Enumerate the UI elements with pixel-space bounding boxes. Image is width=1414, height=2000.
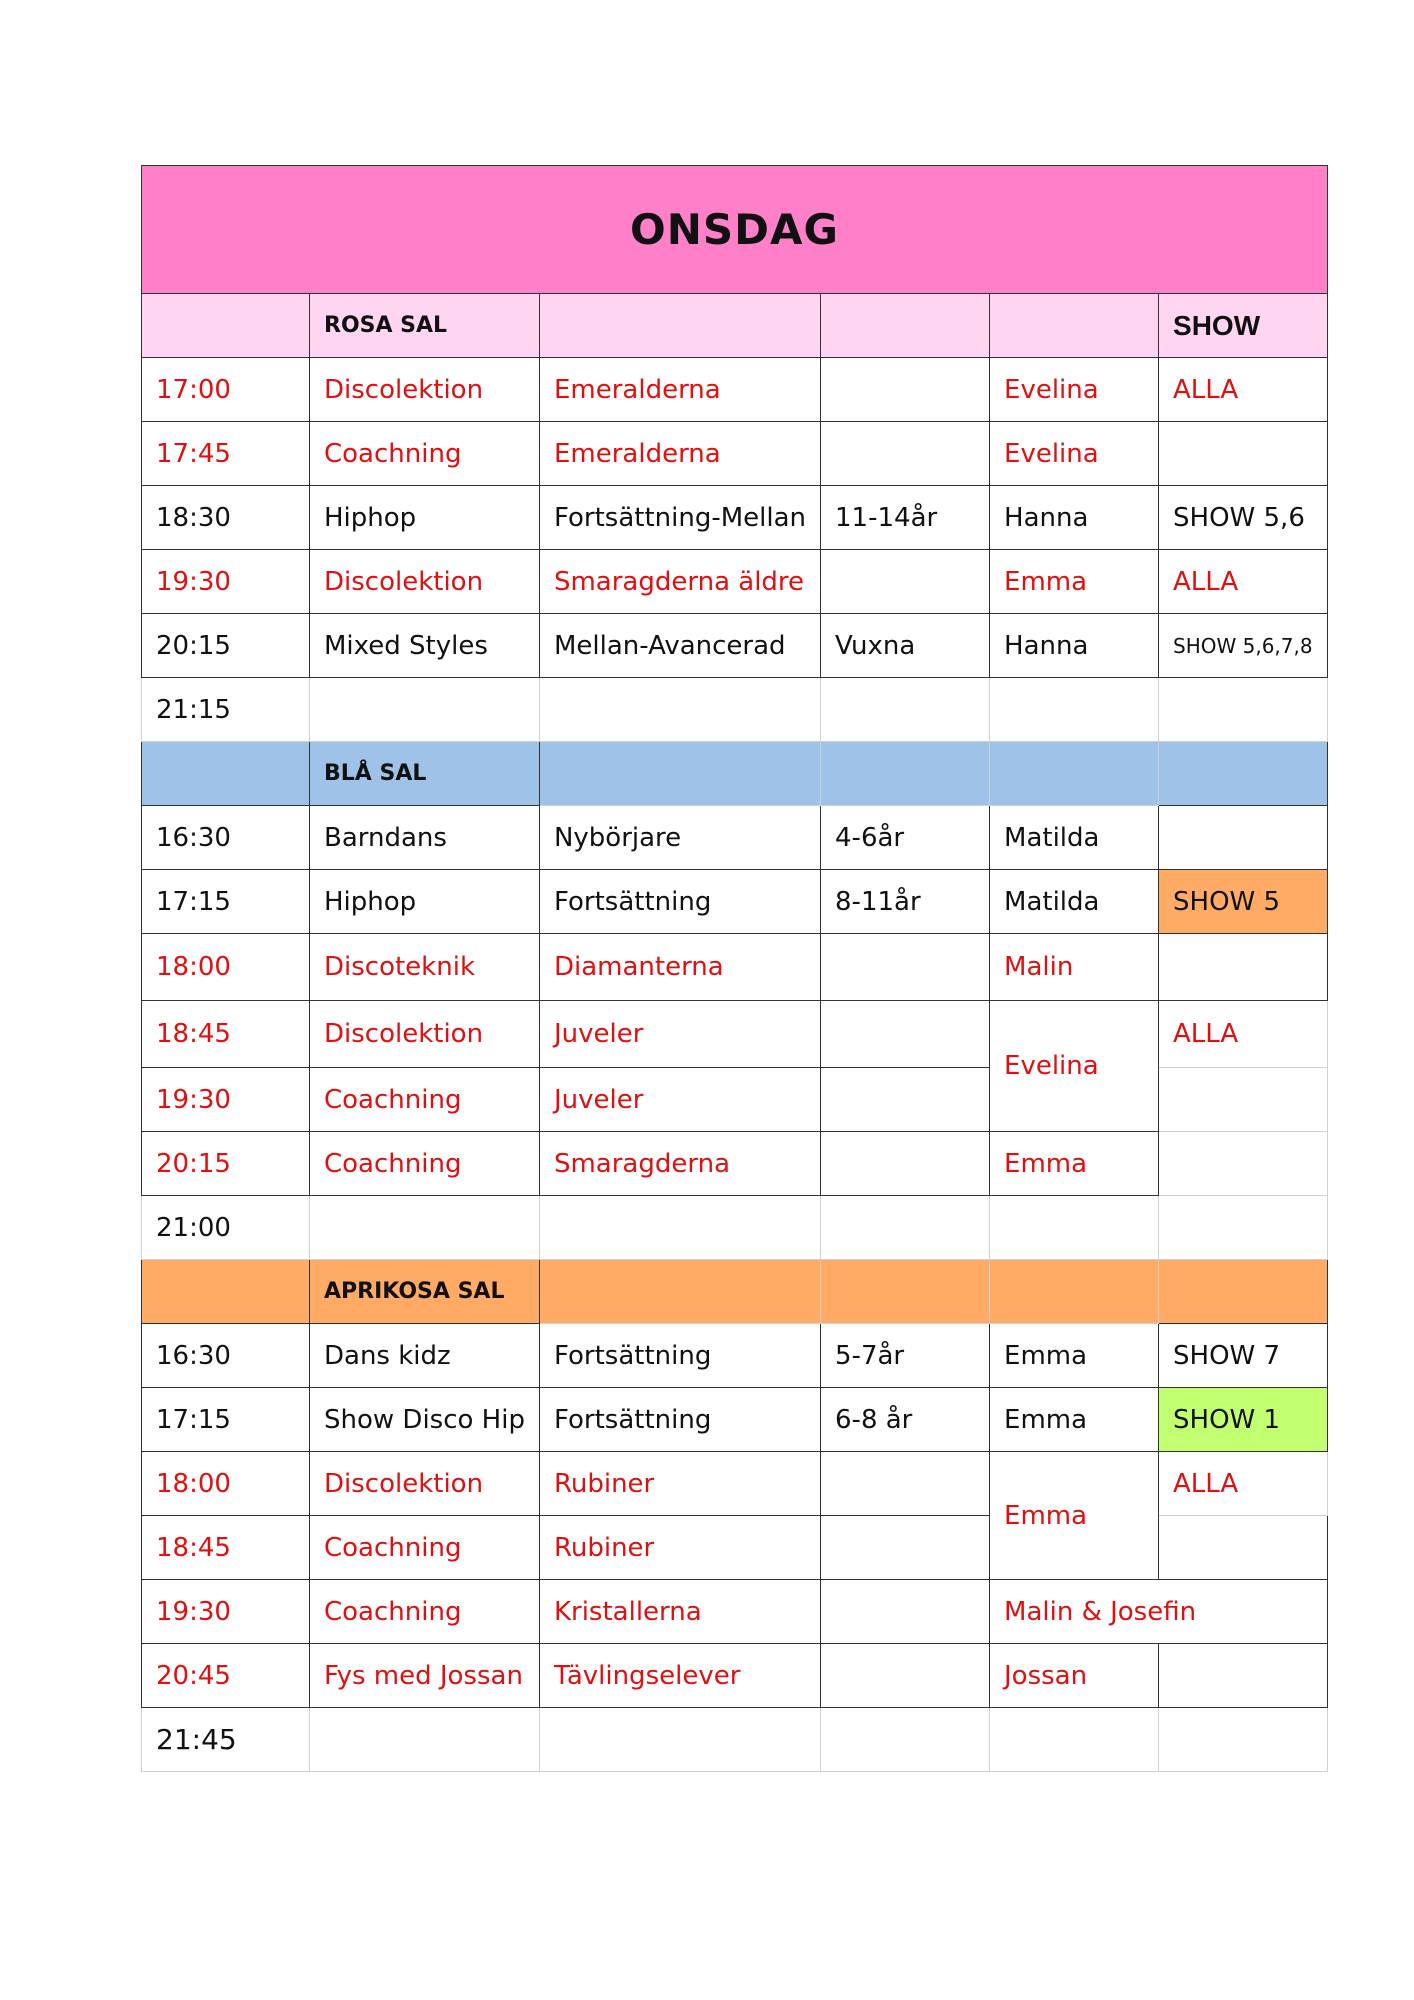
table-row-end [142,1708,1328,1772]
teacher-cell: Evelina [990,422,1159,486]
activity-cell: Hiphop [310,486,540,550]
time-cell: 17:45 [142,422,310,486]
age-cell [821,358,990,422]
activity-cell: Coachning [310,1132,540,1196]
group-cell: Diamanterna [539,934,820,1001]
teacher-cell: Evelina [990,358,1159,422]
group-cell: Fortsättning [539,870,820,934]
show-column-header: SHOW [1159,294,1328,358]
group-cell: Emeralderna [539,358,820,422]
activity-cell: Fys med Jossan [310,1644,540,1708]
teacher-cell: Emma [990,1388,1159,1452]
activity-cell: Coachning [310,422,540,486]
group-cell: Mellan-Avancerad [539,614,820,678]
activity-cell: Show Disco Hip [310,1388,540,1452]
group-cell: Fortsättning [539,1388,820,1452]
age-cell: 4-6år [821,806,990,870]
age-cell [821,1001,990,1068]
show-cell [1159,1644,1328,1708]
group-cell: Nybörjare [539,806,820,870]
time-cell: 20:45 [142,1644,310,1708]
table-row [142,422,1328,486]
table-row [142,934,1328,1001]
table-row [142,550,1328,614]
group-cell: Rubiner [539,1516,820,1580]
end-time-cell: 21:00 [142,1196,310,1260]
time-cell: 20:15 [142,614,310,678]
group-cell: Emeralderna [539,422,820,486]
age-cell: 8-11år [821,870,990,934]
time-cell: 17:15 [142,870,310,934]
teacher-cell: Hanna [990,614,1159,678]
group-cell: Fortsättning-Mellan [539,486,820,550]
show-cell [1159,934,1328,1001]
activity-cell: Discolektion [310,550,540,614]
group-cell: Juveler [539,1068,820,1132]
activity-cell: Discolektion [310,358,540,422]
table-row [142,358,1328,422]
time-cell: 18:45 [142,1516,310,1580]
time-cell: 16:30 [142,806,310,870]
table-row-end [142,678,1328,742]
table-row [142,1452,1328,1516]
group-cell: Smaragderna [539,1132,820,1196]
section-header-rosa [142,294,1328,358]
time-cell: 18:00 [142,934,310,1001]
time-cell: 19:30 [142,1580,310,1644]
show-cell: ALLA [1159,358,1328,422]
show-cell: SHOW 5,6 [1159,486,1328,550]
group-cell: Rubiner [539,1452,820,1516]
age-cell [821,550,990,614]
time-cell: 19:30 [142,1068,310,1132]
show-cell: SHOW 1 [1159,1388,1328,1452]
show-cell: SHOW 5 [1159,870,1328,934]
show-cell: ALLA [1159,1001,1328,1068]
show-cell [1159,806,1328,870]
time-cell: 18:30 [142,486,310,550]
teacher-cell: Emma [990,1452,1159,1580]
show-cell [1159,1068,1328,1132]
show-cell: ALLA [1159,550,1328,614]
show-cell: SHOW 5,6,7,8 [1159,614,1328,678]
activity-cell: Coachning [310,1516,540,1580]
age-cell [821,934,990,1001]
activity-cell: Barndans [310,806,540,870]
time-cell: 16:30 [142,1324,310,1388]
show-cell: ALLA [1159,1452,1328,1516]
section-title: ROSA SAL [310,294,540,358]
section-title: BLÅ SAL [310,742,540,806]
table-row [142,486,1328,550]
table-row [142,1644,1328,1708]
table-row [142,1324,1328,1388]
activity-cell: Discolektion [310,1452,540,1516]
teacher-cell: Emma [990,1132,1159,1196]
age-cell: 6-8 år [821,1388,990,1452]
table-row [142,614,1328,678]
teacher-cell: Matilda [990,870,1159,934]
time-cell: 20:15 [142,1132,310,1196]
group-cell: Kristallerna [539,1580,820,1644]
age-cell [821,1132,990,1196]
activity-cell: Mixed Styles [310,614,540,678]
activity-cell: Dans kidz [310,1324,540,1388]
age-cell: Vuxna [821,614,990,678]
table-row [142,1388,1328,1452]
teacher-cell: Jossan [990,1644,1159,1708]
age-cell [821,1068,990,1132]
table-row [142,1001,1328,1068]
table-row [142,806,1328,870]
age-cell [821,1580,990,1644]
group-cell: Fortsättning [539,1324,820,1388]
activity-cell: Coachning [310,1580,540,1644]
group-cell: Juveler [539,1001,820,1068]
table-row [142,1132,1328,1196]
age-cell [821,422,990,486]
teacher-cell: Emma [990,1324,1159,1388]
teacher-cell: Malin & Josefin [990,1580,1328,1644]
age-cell [821,1644,990,1708]
activity-cell: Coachning [310,1068,540,1132]
teacher-cell: Malin [990,934,1159,1001]
end-time-cell: 21:45 [142,1708,310,1772]
show-cell: SHOW 7 [1159,1324,1328,1388]
age-cell: 5-7år [821,1324,990,1388]
time-cell: 19:30 [142,550,310,614]
show-cell [1159,1132,1328,1196]
schedule-table [141,165,1328,1772]
show-cell [1159,1516,1328,1580]
teacher-cell: Hanna [990,486,1159,550]
activity-cell: Hiphop [310,870,540,934]
teacher-cell: Matilda [990,806,1159,870]
show-cell [1159,422,1328,486]
end-time-cell: 21:15 [142,678,310,742]
section-title: APRIKOSA SAL [310,1260,540,1324]
group-cell: Tävlingselever [539,1644,820,1708]
section-header-aprikosa [142,1260,1328,1324]
group-cell: Smaragderna äldre [539,550,820,614]
age-cell [821,1452,990,1516]
time-cell: 17:15 [142,1388,310,1452]
time-cell: 18:45 [142,1001,310,1068]
table-row-end [142,1196,1328,1260]
day-title: ONSDAG [142,166,1328,294]
table-row [142,870,1328,934]
teacher-cell: Evelina [990,1001,1159,1132]
section-header-bla [142,742,1328,806]
age-cell [821,1516,990,1580]
age-cell: 11-14år [821,486,990,550]
table-row [142,1580,1328,1644]
time-cell: 17:00 [142,358,310,422]
activity-cell: Discoteknik [310,934,540,1001]
time-cell: 18:00 [142,1452,310,1516]
teacher-cell: Emma [990,550,1159,614]
activity-cell: Discolektion [310,1001,540,1068]
